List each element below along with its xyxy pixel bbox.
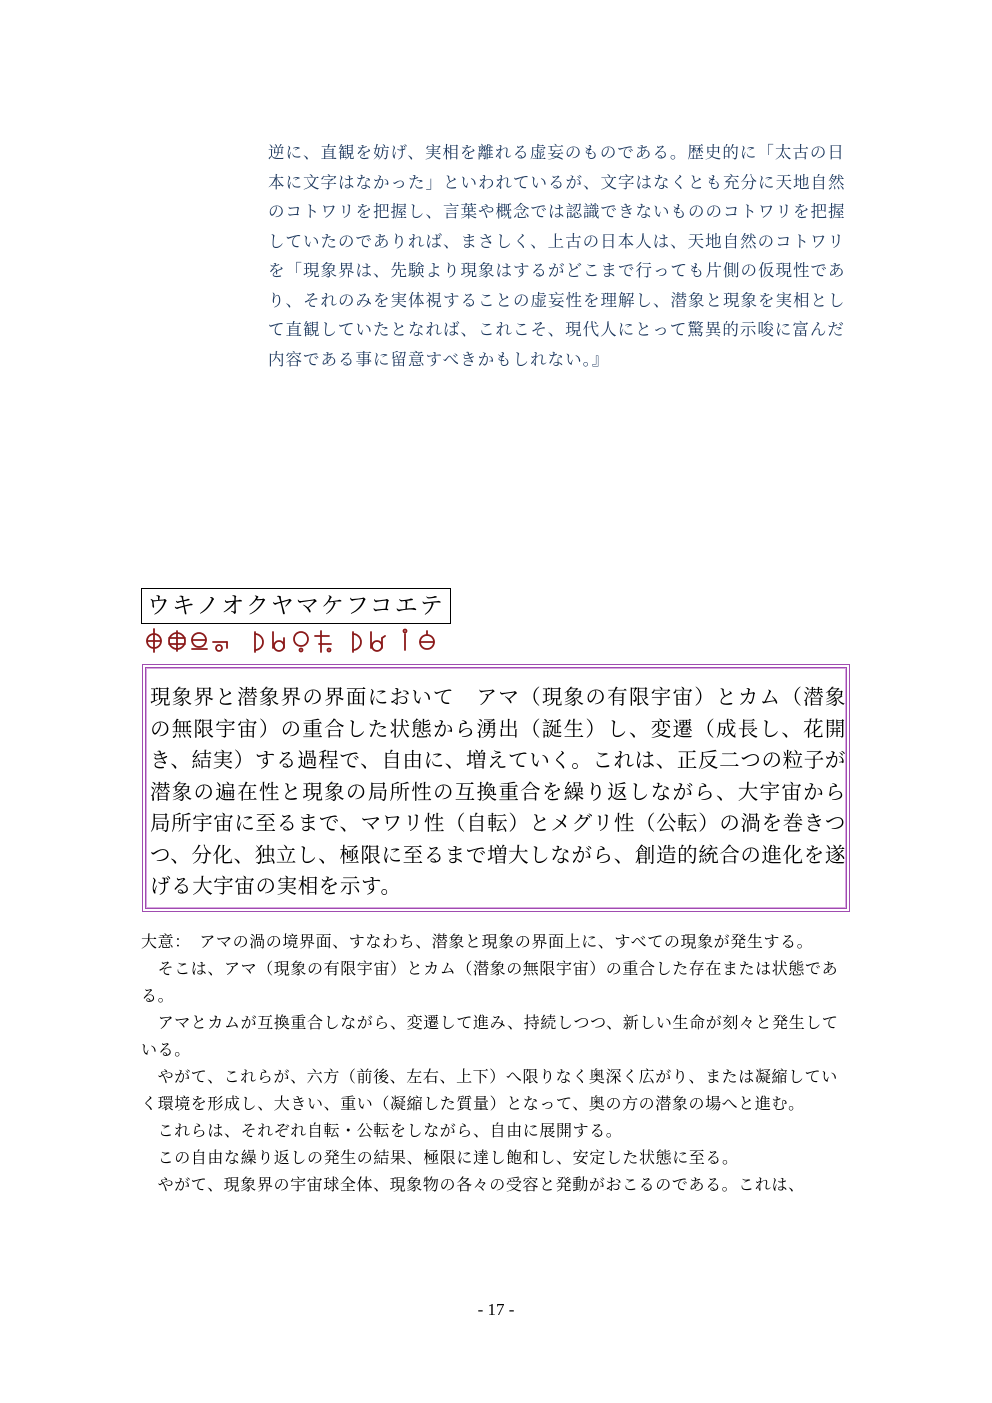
quote-line: 逆に、直観を妨げ、実相を離れる虚妄のものである。歴史的に「太古の日 xyxy=(268,143,845,162)
katakamuna-glyph-icon xyxy=(273,632,284,651)
quote-line: 内容である事に留意すべきかもしれない。』 xyxy=(268,349,610,369)
katakamuna-glyph-row xyxy=(143,626,463,654)
katakamuna-glyph-icon xyxy=(404,630,407,651)
quote-block xyxy=(268,138,858,374)
quote-line: 本に文字はなかった」といわれているが、文字はなくとも充分に天地自然 xyxy=(268,172,846,192)
katakamuna-glyph-icon xyxy=(213,642,227,651)
katakamuna-glyph-icon xyxy=(353,632,361,652)
katakamuna-glyph-icon xyxy=(255,632,263,652)
summary-paragraph: そこは、アマ（現象の有限宇宙）とカム（潜象の無限宇宙）の重合した存在または状態である。 xyxy=(141,959,839,1005)
summary-paragraph: この自由な繰り返しの発生の結果、極限に達し飽和し、安定した状態に至る。 xyxy=(141,1148,739,1167)
quote-line: り、それのみを実体視することの虚妄性を理解し、潜象と現象を実相とし xyxy=(268,290,846,310)
quote-line: していたのでありれば、まさしく、上古の日本人は、天地自然のコトワリ xyxy=(268,231,846,251)
summary-block xyxy=(141,928,853,1198)
summary-paragraph: やがて、これらが、六方（前後、左右、上下）へ限りなく奥深く広がり、または凝縮していく環境を形成し、大きい、重い（凝縮した質量）となって、奥の方の潜象の場へと進む。 xyxy=(141,1067,838,1113)
summary-paragraph: アマとカムが互換重合しながら、変遷して進み、持続しつつ、新しい生命が刻々と発生している。 xyxy=(141,1013,839,1059)
page-number: - 17 - xyxy=(477,1300,515,1319)
section-title: ウキノオクヤマケフコエテ xyxy=(141,588,451,624)
katakamuna-glyph-icon xyxy=(147,629,161,652)
katakamuna-glyph-icon xyxy=(315,631,331,652)
boxed-paragraph: 現象界と潜象界の界面において アマ（現象の有限宇宙）とカム（潜象の無限宇宙）の重合した状態から湧出（誕生）し、変遷（成長し、花開き、結実）する過程で、自由に、増えていく。これは、正反二つの粒子が潜象の遍在性と現象の局所性の互換重合を繰り返しながら、大宇宙から局所宇宙に至るまで、マワリ性（自転）とメグリ性（公転）の渦を巻きつつ、分化、独立し、極限に至るまで増大しながら、創造的統合の進化を遂げる大宇宙の実相を示す。 xyxy=(150,685,846,898)
quote-line: て直観していたとなれば、これこそ、現代人にとって驚異的示唆に富んだ xyxy=(268,320,845,339)
quote-line: のコトワリを把握し、言葉や概念では認識できないもののコトワリを把握 xyxy=(268,202,846,221)
summary-paragraph: 大意： アマの渦の境界面、すなわち、潜象と現象の界面上に、すべての現象が発生する。 xyxy=(141,932,814,951)
katakamuna-glyph-icon xyxy=(420,631,434,649)
katakamuna-glyph-icon xyxy=(294,632,308,652)
katakamuna-glyph-icon xyxy=(192,633,207,649)
katakamuna-glyph-icon xyxy=(169,631,185,651)
quote-line: を「現象界は、先験より現象はするがどこまで行っても片側の仮現性であ xyxy=(268,261,846,280)
summary-paragraph: これらは、それぞれ自転・公転をしながら、自由に展開する。 xyxy=(141,1121,623,1140)
summary-paragraph: やがて、現象界の宇宙球全体、現象物の各々の受容と発動がおこるのである。これは、 xyxy=(141,1175,805,1194)
katakamuna-glyph-icon xyxy=(371,632,385,651)
